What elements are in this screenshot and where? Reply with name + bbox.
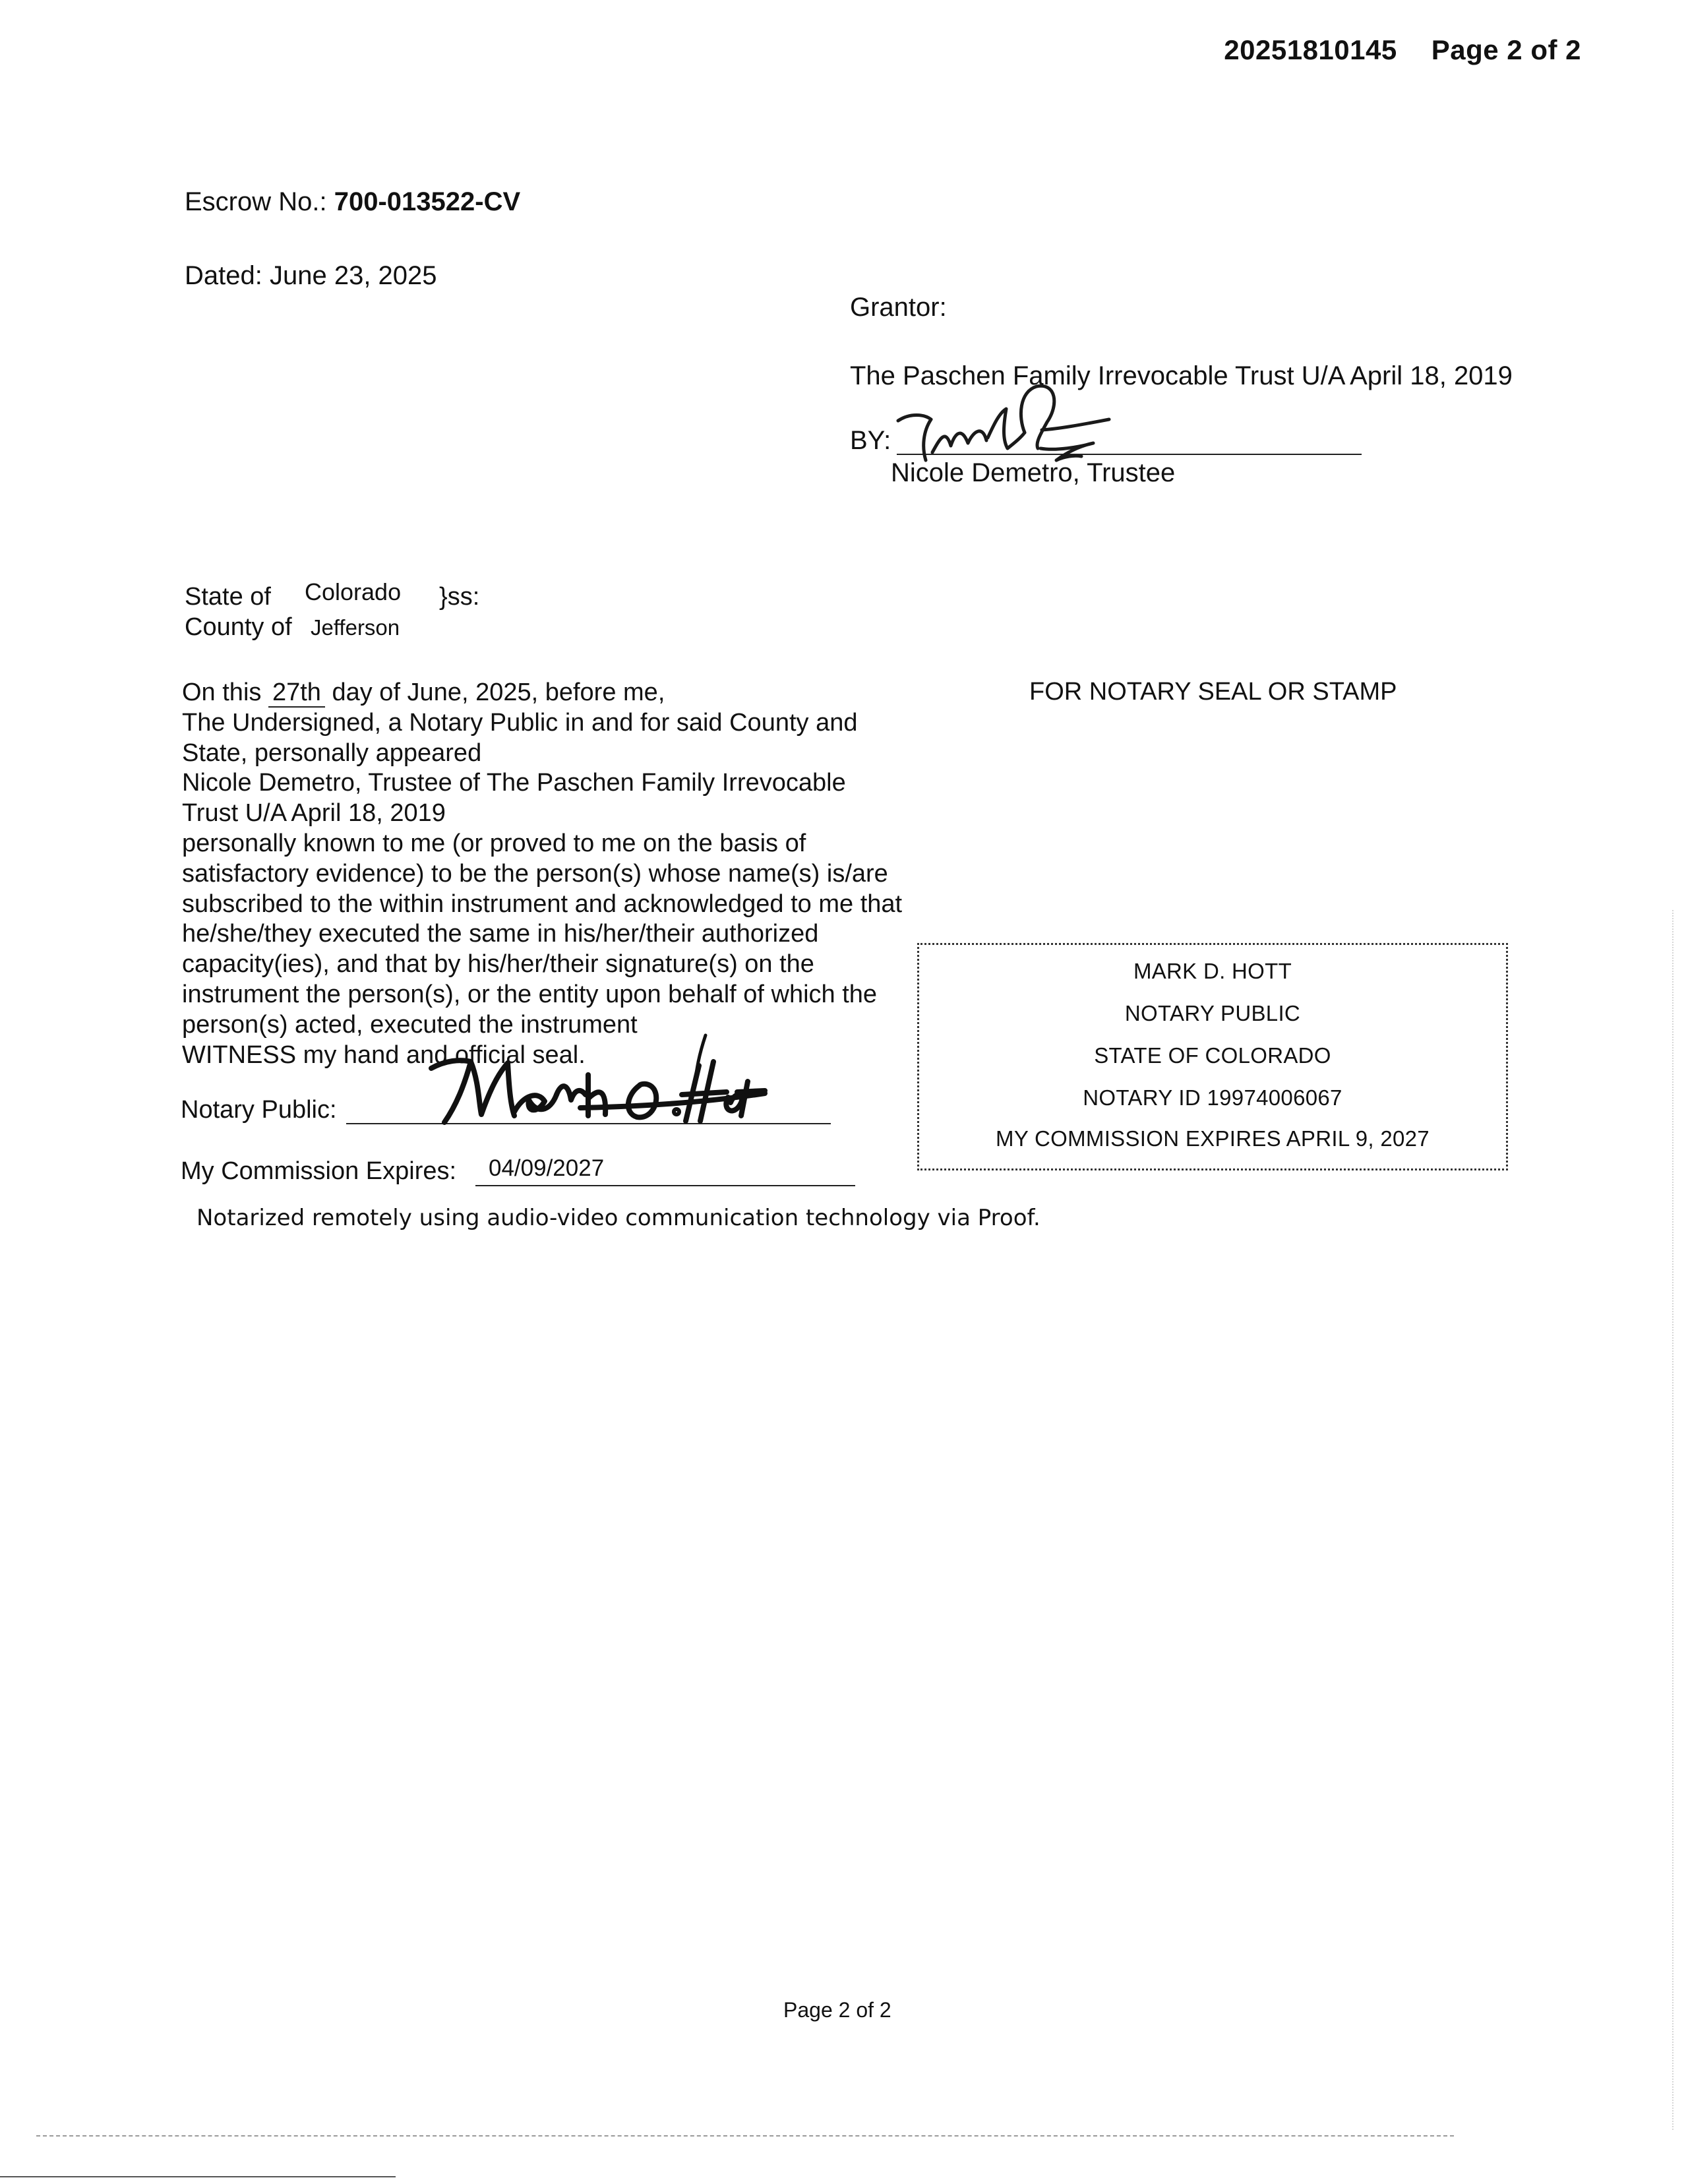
grantor-name: The Paschen Family Irrevocable Trust U/A April 18, 2019 xyxy=(850,361,1513,390)
escrow-label: Escrow No.: xyxy=(185,187,327,216)
header-page-label: Page 2 of 2 xyxy=(1431,34,1581,65)
stamp-expiration: MY COMMISSION EXPIRES APRIL 9, 2027 xyxy=(996,1126,1430,1151)
stamp-title: NOTARY PUBLIC xyxy=(1124,1001,1301,1025)
on-this-label: On this xyxy=(182,679,262,706)
acknowledgment-line: State, personally appeared xyxy=(182,739,482,767)
commission-date: 04/09/2027 xyxy=(489,1155,605,1181)
document-number: 20251810145 xyxy=(1224,34,1397,65)
escrow-line xyxy=(185,189,520,215)
seal-caption: FOR NOTARY SEAL OR STAMP xyxy=(1029,678,1397,706)
acknowledgment-day: 27th xyxy=(268,679,325,708)
grantor-label: Grantor: xyxy=(850,293,947,322)
dated-date: June 23, 2025 xyxy=(269,261,437,290)
acknowledgment-line: The Undersigned, a Notary Public in and for said County and xyxy=(182,708,858,737)
county-label: County of xyxy=(185,613,292,641)
footer-page-label: Page 2 of 2 xyxy=(783,1998,891,2022)
acknowledgment-line: Trust U/A April 18, 2019 xyxy=(182,799,446,828)
acknowledgment-body xyxy=(182,678,940,1070)
notary-public-label: Notary Public: xyxy=(181,1096,337,1124)
commission-line xyxy=(475,1185,855,1186)
dated-label: Dated: xyxy=(185,261,262,290)
acknowledgment-line: person(s) acted, executed the instrument xyxy=(182,1010,638,1039)
scan-bottom-artifact xyxy=(36,2135,1454,2137)
notary-stamp xyxy=(917,943,1508,1170)
commission-label: My Commission Expires: xyxy=(181,1157,457,1185)
recording-header xyxy=(1224,34,1581,66)
escrow-number: 700-013522-CV xyxy=(334,187,521,216)
venue-state: Colorado xyxy=(305,578,402,605)
notary-signature-line xyxy=(346,1123,831,1124)
venue-ss: }ss: xyxy=(439,583,480,611)
acknowledgment-opening xyxy=(182,678,940,708)
acknowledgment-line: capacity(ies), and that by his/her/their signature(s) on the xyxy=(182,950,814,979)
acknowledgment-line: Nicole Demetro, Trustee of The Paschen Family Irrevocable xyxy=(182,769,846,797)
state-label: State of xyxy=(185,583,271,611)
stamp-name: MARK D. HOTT xyxy=(1133,959,1292,983)
acknowledgment-line: satisfactory evidence) to be the person(s) whose name(s) is/are xyxy=(182,859,888,888)
venue-county: Jefferson xyxy=(311,615,400,640)
acknowledgment-line: subscribed to the within instrument and acknowledged to me that xyxy=(182,890,903,918)
acknowledgment-line: instrument the person(s), or the entity upon behalf of which the xyxy=(182,980,878,1008)
stamp-notary-id: NOTARY ID 19974006067 xyxy=(1083,1085,1342,1110)
scan-bottom-artifact xyxy=(0,2176,396,2177)
acknowledgment-line: he/she/they executed the same in his/her/their authorized xyxy=(182,920,819,948)
acknowledgment-line: personally known to me (or proved to me on the basis of xyxy=(182,829,806,857)
acknowledgment-day-suffix: day of June, 2025, before me, xyxy=(332,679,665,706)
dated-line xyxy=(185,262,437,289)
acknowledgment-line: WITNESS my hand and official seal. xyxy=(182,1041,586,1069)
grantor-signer-name: Nicole Demetro, Trustee xyxy=(891,458,1176,487)
remote-notarization-note: Notarized remotely using audio-video communication technology via Proof. xyxy=(196,1205,1040,1231)
by-label: BY: xyxy=(850,426,891,455)
scan-edge-artifact xyxy=(1671,910,1673,2130)
stamp-state: STATE OF COLORADO xyxy=(1094,1043,1331,1068)
grantor-signature-line xyxy=(897,454,1362,455)
